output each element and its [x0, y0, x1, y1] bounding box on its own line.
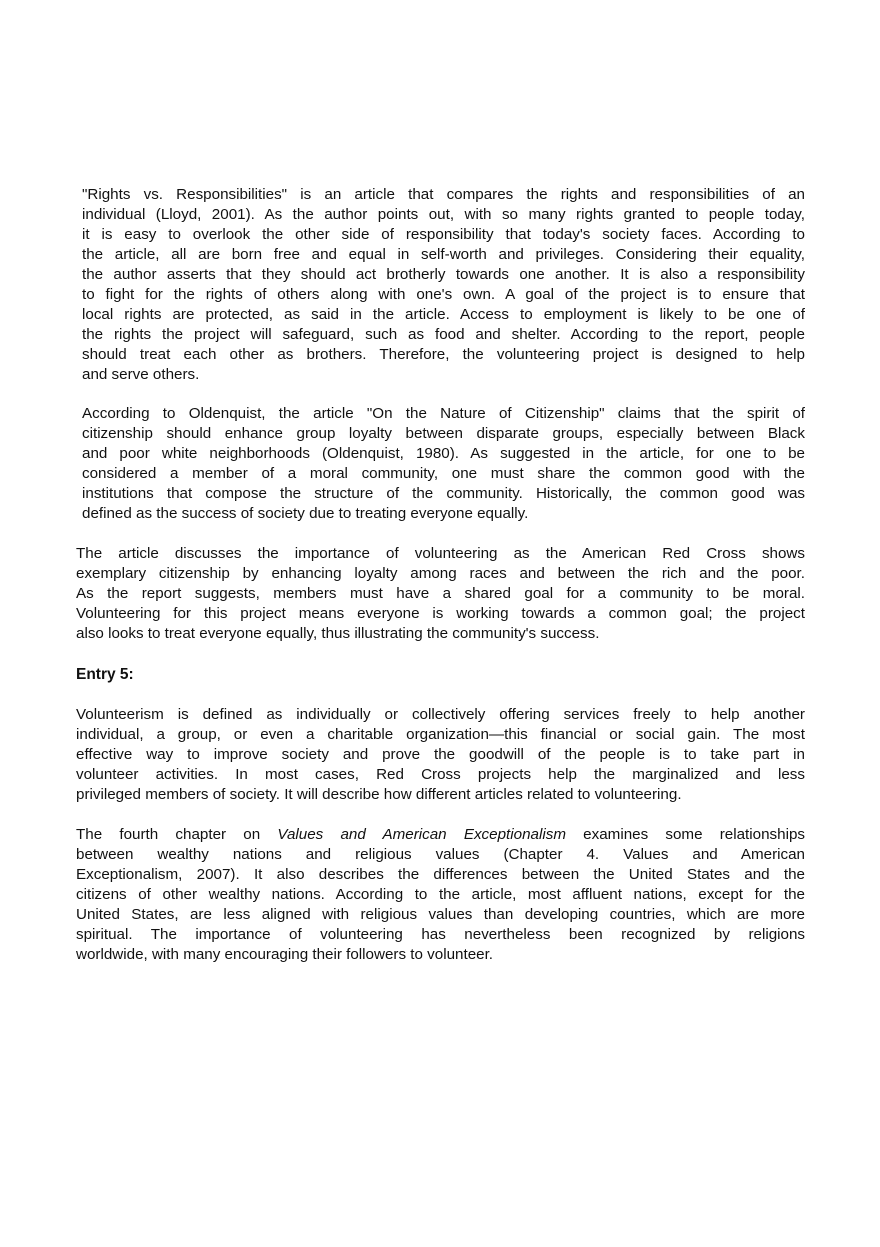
text-line: should treat each other as brothers. Therefore, the volunteering project is designed to help [82, 346, 805, 363]
paragraph-nature-of-citizenship [82, 404, 805, 524]
text-line: exemplary citizenship by enhancing loyalty among races and between the rich and the poor. [76, 565, 805, 582]
text-line: citizens of other wealthy nations. According to the article, most affluent nations, except for the [76, 886, 805, 903]
paragraph-red-cross [76, 544, 805, 644]
text-span: The fourth chapter on [76, 826, 278, 843]
text-line: privileged members of society. It will describe how different articles related to volunteering. [76, 786, 682, 803]
text-line: to fight for the rights of others along with one's own. A goal of the project is to ensure that [82, 286, 805, 303]
book-title: Values and American Exceptionalism [277, 826, 566, 843]
text-line: considered a member of a moral community, one must share the common good with the [82, 465, 805, 482]
text-line: "Rights vs. Responsibilities" is an article that compares the rights and responsibilities of an [82, 186, 805, 203]
entry-heading: Entry 5: [76, 666, 134, 683]
text-line: individual, a group, or even a charitable organization—this financial or social gain. The most [76, 726, 805, 743]
paragraph-american-exceptionalism [76, 825, 805, 965]
text-line: worldwide, with many encouraging their followers to volunteer. [76, 946, 494, 963]
text-line: citizenship should enhance group loyalty between disparate groups, especially between Black [82, 425, 805, 442]
text-line: Volunteering for this project means everyone is working towards a common goal; the project [76, 605, 805, 622]
text-line: institutions that compose the structure of the community. Historically, the common good was [82, 485, 805, 502]
text-line: effective way to improve society and prove the goodwill of the people is to take part in [76, 746, 805, 763]
text-line: also looks to treat everyone equally, thus illustrating the community's success. [76, 625, 600, 642]
text-line [76, 825, 805, 845]
text-line: the article, all are born free and equal in self-worth and privileges. Considering their equality, [82, 246, 805, 263]
text-line: Volunteerism is defined as individually or collectively offering services freely to help another [76, 706, 805, 723]
text-line: individual (Lloyd, 2001). As the author points out, with so many rights granted to people today, [82, 206, 805, 223]
text-line: As the report suggests, members must have a shared goal for a community to be moral. [76, 585, 805, 602]
text-line: spiritual. The importance of volunteering has nevertheless been recognized by religions [76, 926, 805, 943]
text-line: the author asserts that they should act brotherly towards one another. It is also a responsibility [82, 266, 805, 283]
text-line: the rights the project will safeguard, such as food and shelter. According to the report, people [82, 326, 805, 343]
text-line: between wealthy nations and religious values (Chapter 4. Values and American [76, 846, 805, 863]
paragraph-rights-responsibilities [82, 185, 805, 385]
text-line: it is easy to overlook the other side of responsibility that today's society faces. According to [82, 226, 805, 243]
text-line: defined as the success of society due to treating everyone equally. [82, 505, 529, 522]
text-line: United States, are less aligned with religious values than developing countries, which are more [76, 906, 805, 923]
text-line: and poor white neighborhoods (Oldenquist, 1980). As suggested in the article, for one to be [82, 445, 805, 462]
paragraph-volunteerism [76, 705, 805, 805]
text-line: Exceptionalism, 2007). It also describes the differences between the United States and the [76, 866, 805, 883]
text-line: local rights are protected, as said in the article. Access to employment is likely to be one of [82, 306, 805, 323]
text-line: volunteer activities. In most cases, Red Cross projects help the marginalized and less [76, 766, 805, 783]
text-line: and serve others. [82, 366, 200, 383]
text-line: The article discusses the importance of volunteering as the American Red Cross shows [76, 545, 805, 562]
text-line: According to Oldenquist, the article "On the Nature of Citizenship" claims that the spirit of [82, 405, 805, 422]
text-span: examines some relationships [565, 826, 805, 843]
